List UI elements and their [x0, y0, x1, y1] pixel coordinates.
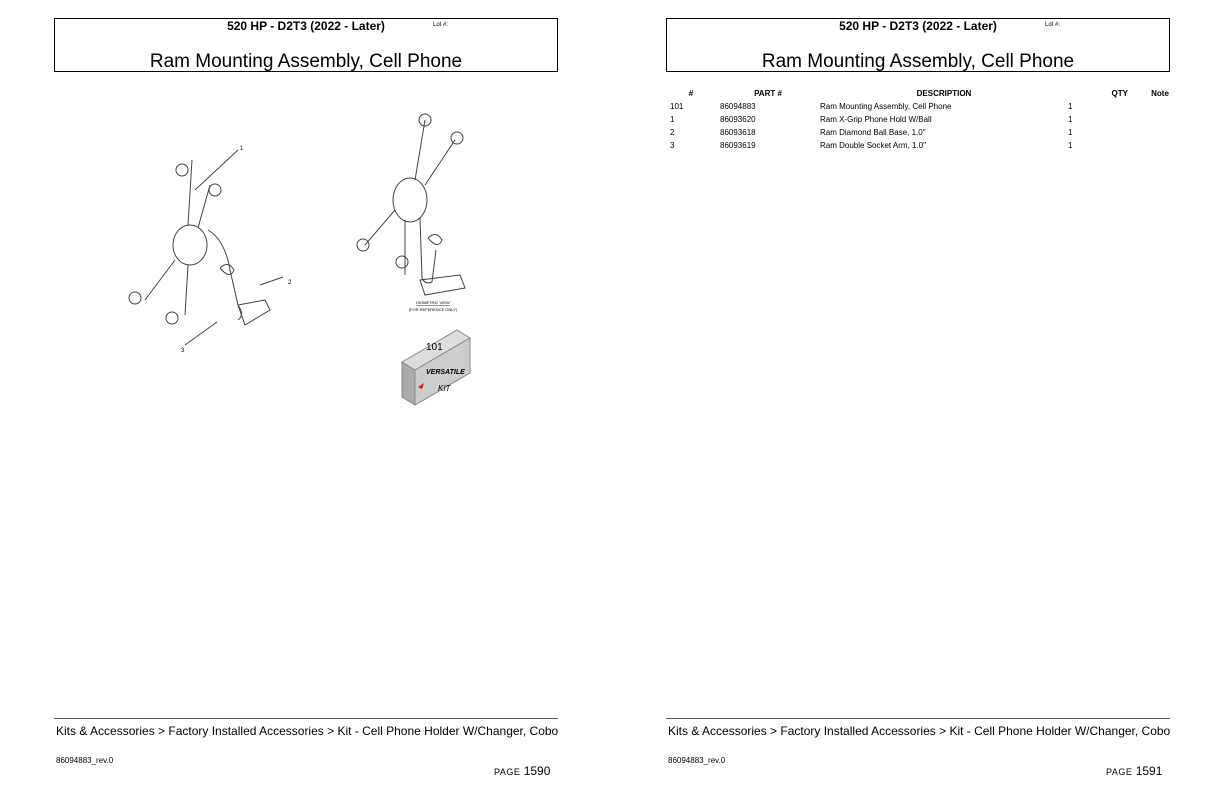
iso-sublabel: (FOR REFERENCE ONLY) — [408, 307, 458, 312]
doc-revision: 86094883_rev.0 — [668, 756, 726, 765]
breadcrumb: Kits & Accessories > Factory Installed Accessories > Kit - Cell Phone Holder W/Changer, Cobo — [56, 724, 559, 738]
model-title: 520 HP - D2T3 (2022 - Later) — [227, 19, 385, 33]
header-box — [54, 18, 558, 72]
callout-2: 2 — [288, 280, 292, 286]
cell-part: 86093619 — [720, 141, 756, 150]
cell-part: 86094883 — [720, 102, 756, 111]
model-title: 520 HP - D2T3 (2022 - Later) — [839, 19, 997, 33]
page-num: 1591 — [1135, 764, 1163, 778]
table-row — [666, 139, 1184, 152]
page-number — [1106, 764, 1162, 778]
cell-num: 1 — [670, 115, 675, 124]
col-description: DESCRIPTION — [916, 89, 972, 98]
doc-revision: 86094883_rev.0 — [56, 756, 114, 765]
footer-divider — [666, 718, 1170, 719]
cell-qty: 1 — [1068, 128, 1073, 137]
table-row — [666, 126, 1184, 139]
phone-holder-exploded — [129, 150, 283, 345]
col-qty: QTY — [1111, 89, 1128, 98]
page-word: PAGE — [494, 767, 521, 777]
page-right — [666, 0, 1224, 792]
col-note: Note — [1151, 89, 1169, 98]
cell-description: Ram Double Socket Arm, 1.0" — [820, 141, 926, 150]
page-left — [54, 0, 614, 792]
footer-divider — [54, 718, 558, 719]
isometric-view — [357, 114, 465, 295]
cell-note — [1128, 139, 1184, 152]
cell-note — [1128, 113, 1184, 126]
page-number — [494, 764, 550, 778]
page-title: Ram Mounting Assembly, Cell Phone — [149, 51, 463, 72]
cell-qty: 1 — [1068, 141, 1073, 150]
parts-table — [666, 87, 1184, 152]
cell-note — [1128, 126, 1184, 139]
exploded-drawing — [120, 100, 490, 410]
lot-label: Lot #: — [1045, 22, 1061, 28]
cell-description: Ram X-Grip Phone Hold W/Ball — [820, 115, 932, 124]
col-part: PART # — [754, 89, 782, 98]
cell-part: 86093618 — [720, 128, 756, 137]
col-num: # — [688, 89, 694, 98]
kit-word: KIT — [438, 384, 451, 393]
lot-label: Lot #: — [433, 22, 449, 28]
table-header — [666, 87, 1184, 100]
header-box — [666, 18, 1170, 72]
kit-number: 101 — [426, 342, 443, 353]
cell-part: 86093620 — [720, 115, 756, 124]
breadcrumb: Kits & Accessories > Factory Installed Accessories > Kit - Cell Phone Holder W/Changer, Cobo — [668, 724, 1171, 738]
table-row — [666, 100, 1184, 113]
page-title: Ram Mounting Assembly, Cell Phone — [761, 51, 1075, 72]
iso-label: ISOMETRIC VIEW — [416, 300, 450, 305]
page-num: 1590 — [523, 764, 551, 778]
cell-qty: 1 — [1068, 115, 1073, 124]
kit-box — [402, 330, 470, 405]
cell-description: Ram Mounting Assembly, Cell Phone — [820, 102, 952, 111]
cell-qty: 1 — [1068, 102, 1073, 111]
kit-brand: VERSATILE — [426, 369, 465, 376]
cell-num: 101 — [670, 102, 684, 111]
callout-3: 3 — [181, 348, 185, 354]
table-row — [666, 113, 1184, 126]
callout-1: 1 — [240, 146, 244, 152]
cell-note — [1128, 100, 1184, 113]
page-word: PAGE — [1106, 767, 1133, 777]
cell-num: 2 — [670, 128, 675, 137]
cell-description: Ram Diamond Ball Base, 1.0" — [820, 128, 926, 137]
cell-num: 3 — [670, 141, 675, 150]
